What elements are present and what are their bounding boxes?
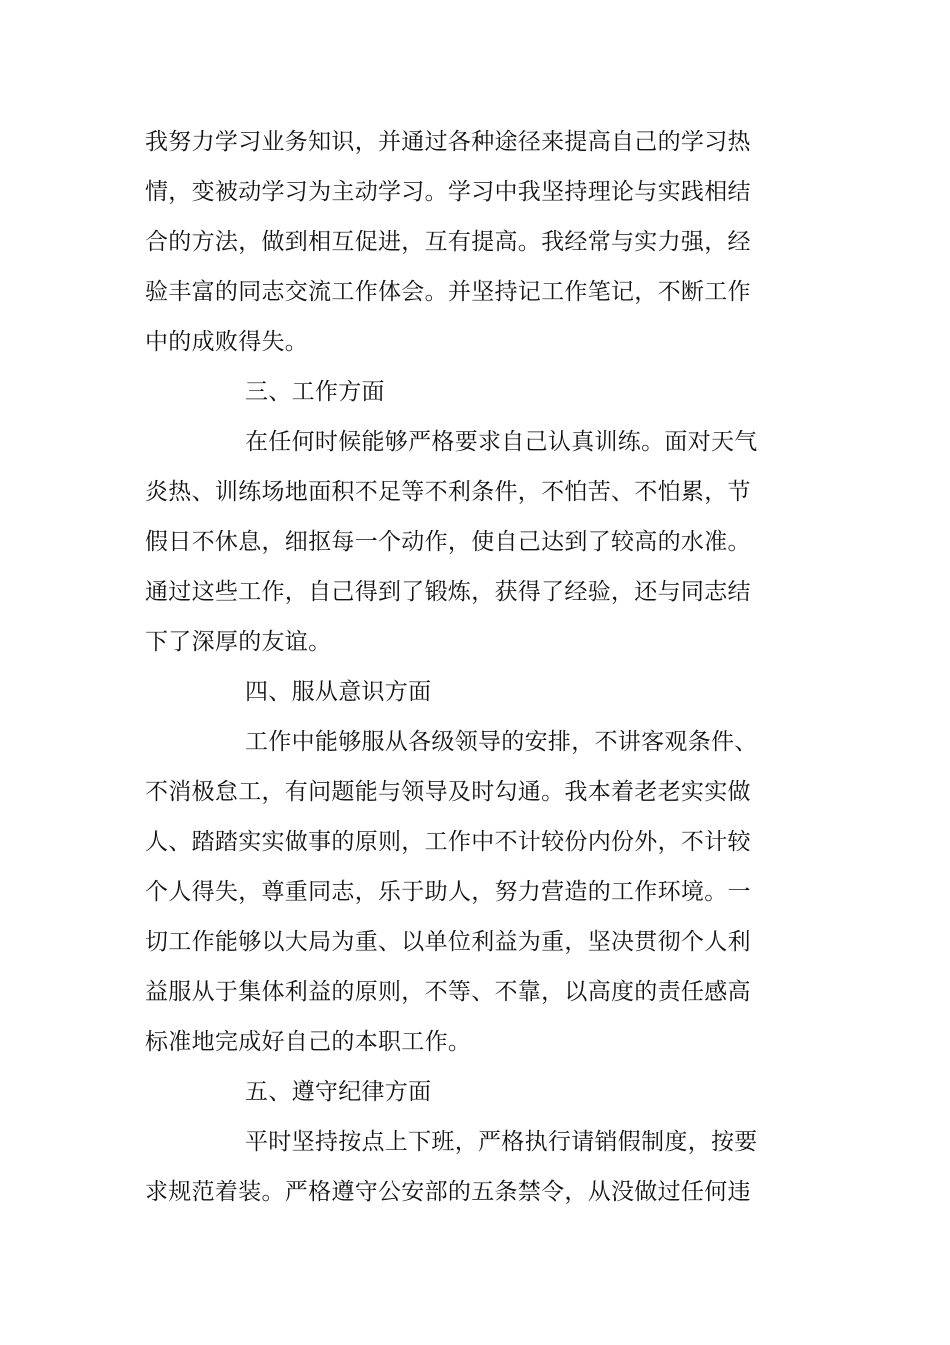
paragraph-line: 工作中能够服从各级领导的安排，不讲客观条件、	[245, 729, 758, 755]
paragraph-line: 炎热、训练场地面积不足等不利条件，不怕苦、不怕累，节	[145, 479, 751, 505]
paragraph-line: 验丰富的同志交流工作体会。并坚持记工作笔记，不断工作	[145, 279, 751, 305]
paragraph-line: 在任何时候能够严格要求自己认真训练。面对天气	[245, 429, 758, 455]
section-heading: 五、遵守纪律方面	[245, 1079, 432, 1105]
paragraph-line: 通过这些工作，自己得到了锻炼，获得了经验，还与同志结	[145, 579, 751, 605]
paragraph-line: 求规范着装。严格遵守公安部的五条禁令，从没做过任何违	[145, 1179, 751, 1205]
paragraph-line: 人、踏踏实实做事的原则，工作中不计较份内份外，不计较	[145, 829, 751, 855]
paragraph-line: 益服从于集体利益的原则，不等、不靠，以高度的责任感高	[145, 979, 751, 1005]
paragraph-line: 标准地完成好自己的本职工作。	[145, 1029, 472, 1055]
paragraph-line: 中的成败得失。	[145, 329, 309, 355]
paragraph-line: 合的方法，做到相互促进，互有提高。我经常与实力强，经	[145, 229, 751, 255]
paragraph-line: 我努力学习业务知识，并通过各种途径来提高自己的学习热	[145, 129, 751, 155]
paragraph-line: 假日不休息，细抠每一个动作，使自己达到了较高的水准。	[145, 529, 751, 555]
paragraph-line: 平时坚持按点上下班，严格执行请销假制度，按要	[245, 1129, 758, 1155]
paragraph-line: 情，变被动学习为主动学习。学习中我坚持理论与实践相结	[145, 179, 751, 205]
section-heading: 四、服从意识方面	[245, 679, 432, 705]
paragraph-line: 切工作能够以大局为重、以单位利益为重，坚决贯彻个人利	[145, 929, 751, 955]
section-heading: 三、工作方面	[245, 379, 385, 405]
paragraph-line: 下了深厚的友谊。	[145, 629, 332, 655]
paragraph-line: 不消极怠工，有问题能与领导及时勾通。我本着老老实实做	[145, 779, 751, 805]
paragraph-line: 个人得失，尊重同志，乐于助人，努力营造的工作环境。一	[145, 879, 751, 905]
